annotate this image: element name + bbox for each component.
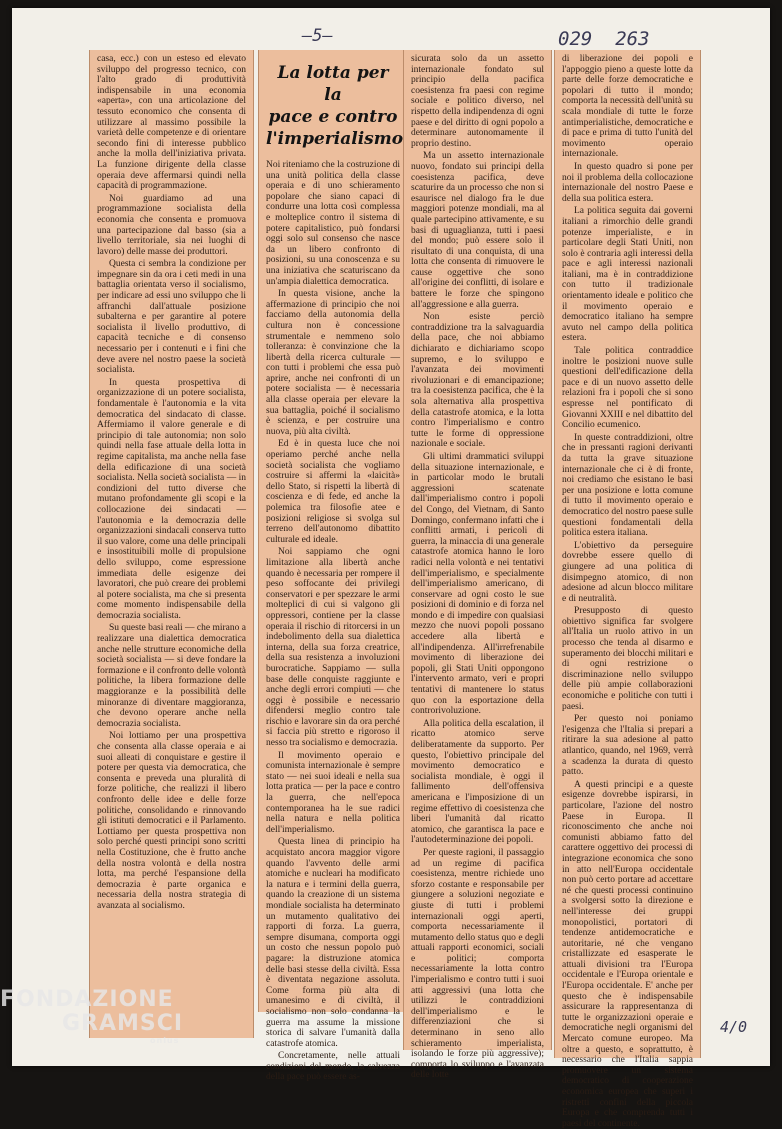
newspaper-column-4 — [554, 50, 701, 1129]
document-sheet — [12, 8, 770, 1129]
column-1-text — [97, 54, 246, 912]
paragraph: In questa visione, anche la affermazione di principio che noi facciamo della autonomia della cultura non è concessione strumentale e nemmeno solo tolleranza: è convinzione che la libertà della ricerca culturale — con tutti i problemi che essa può aprire, anche nei confronti di un potere socialista — è necessaria alla classe operaia per elevare la sua battaglia, poiché il socialismo è scienza, e per costruire una nuova, più alta civiltà. — [266, 289, 400, 437]
article-title — [266, 62, 404, 150]
paragraph: Questa ci sembra la condizione per impegnare sin da ora i ceti medi in una battaglia orientata verso il socialismo, per indicare ad essi uno sviluppo che li affranchi dall'attuale posizione subalterna e per garantire al potere socialista il livello produttivo, di capacità tecniche e di consenso necessario per i contenuti e i fini che deve avere nel nostro paese la società socialista. — [97, 259, 246, 376]
paragraph: Gli ultimi drammatici sviluppi della situazione internazionale, e in particolar modo le brutali aggressioni scatenate dall'imperialismo contro i popoli del Congo, del Vietnam, di Santo Domingo, confermano infatti che i conflitti armati, i pericoli di guerra, la minaccia di una generale catastrofe atomica hanno le loro radici nella volontà e nei tentativi dell'imperialismo, e specialmente dell'imperialismo americano, di conservare ad ogni costo le sue posizioni di dominio e di forza nel mondo e di impedire con qualsiasi mezzo che nuovi popoli possano accedere alla libertà e all'indipendenza. All'irrefrenabile movimento di liberazione dei popoli, gli Stati Uniti oppongono l'intervento armato, veri e propri tentativi di mantenere lo status quo con la esportazione della controrivoluzione. — [411, 451, 544, 717]
paragraph: In questa prospettiva di organizzazione di un potere socialista, fondamentale è l'autonomia e la vita democratica del sindacato di classe. Affermiamo il valore generale e di principio di tale autonomia; non solo quindi nella fase attuale della lotta in regime capitalista, ma anche nella fase della edificazione di una società socialista. Nella società socialista — in condizioni del tutto diverse che mutano profondamente gli scopi e la collocazione dei sindacati — l'autonomia e la democrazia delle organizzazioni sindacali conserva tutto il suo valore, come una delle principali e insostituibili molle di propulsione dello sviluppo, come espressione immediata delle esigenze dei lavoratori, che può creare dei problemi al potere socialista, ma che si presenta come momento indispensabile della democrazia socialista. — [97, 377, 246, 621]
article-title-line-3: l'imperialismo — [266, 129, 404, 149]
paragraph: Ed è in questa luce che noi operiamo perché anche nella società socialista che vogliamo costruire si affermi la «laicità» dello Stato, si rispetti la libertà di coscienza e di fede, ed anche la polemica tra filosofie atee e posizioni religiose si svolga sul terreno dell'autonomo dibattito culturale ed ideale. — [266, 439, 400, 545]
watermark-line-1: FONDAZIONE — [0, 987, 174, 1012]
page-number-annotation: —5— — [302, 26, 333, 46]
paragraph: Noi guardiamo ad una programmazione socialista della economia che consenta e promuova una partecipazione dal basso (sia a livello territoriale, sia nei luoghi di lavoro) delle masse dei produttori. — [97, 193, 246, 257]
paragraph: Noi lottiamo per una prospettiva che consenta alla classe operaia e ai suoi alleati di conquistare e gestire il potere per questa via democratica, che consenta e preveda una pluralità di forze politiche, che realizzi il libero confronto delle idee e delle forze politiche, consolidando e rinnovando gli istituti democratici e il Parlamento. Lottiamo per questa prospettiva non solo perché questi principi sono scritti nella Costituzione, che è frutto anche della nostra volontà e della nostra lotta, ma perché l'espansione della democrazia è parte organica e necessaria della nostra strategia di avanzata al socialismo. — [97, 731, 246, 911]
paragraph: Noi sappiamo che ogni limitazione alla libertà anche quando è necessaria per rompere il peso soffocante dei privilegi conservatori e per spezzare le armi molteplici di cui si valgono gli oppressori, contiene per la classe operaia il rischio di ritorcersi in un indebolimento della sua dialettica interna, della sua forza creatrice, della sua resistenza a involuzioni burocratiche. Sappiamo — sulla base delle conquiste raggiunte e anche degli errori compiuti — che oggi è possibile e necessario difendersi meglio contro tale rischio e lavorare sin da ora perché si faccia più stretto e rigoroso il nesso tra socialismo e democrazia. — [266, 547, 400, 749]
paragraph: Su queste basi reali — che mirano a realizzare una dialettica democratica anche nelle strutture economiche della società socialista — si deve fondare la formazione e il confronto delle volontà politiche, la libera formazione delle maggioranze e la possibilità delle minoranze di diventare maggioranza, che devono operare anche nella democrazia socialista. — [97, 623, 246, 729]
paragraph: Per questo noi poniamo l'esigenza che l'Italia si prepari a ritirare la sua adesione al patto atlantico, quando, nel 1969, verrà a scadenza la durata di questo patto. — [562, 714, 693, 778]
corner-mark-annotation: 4/0 — [720, 1018, 748, 1036]
paragraph: Presupposto di questo obiettivo significa far svolgere all'Italia un ruolo attivo in un processo che tenda al disarmo e superamento dei blocchi militari e di ogni restrizione o discriminazione nello sviluppo delle più ampie collaborazioni economiche e politiche con tutti i paesi. — [562, 606, 693, 712]
paragraph: Ma un assetto internazionale nuovo, fondato sui principi della coesistenza pacifica, deve scaturire da un processo che non si esaurisce nel dialogo fra le due maggiori potenze mondiali, ma al quale partecipino attivamente, e su basi di uguaglianza, tutti i paesi del mondo; può essere solo il risultato di una conquista, di una lotta che consenta di rimuovere le cause oggettive che sono all'origine dei conflitti, di isolare e battere le forze che spingono all'aggressione e alla guerra. — [411, 151, 544, 310]
archive-number-annotation: 029 263 — [558, 28, 650, 50]
paragraph: In questo quadro si pone per noi il problema della collocazione internazionale del nostro Paese e della sua politica estera. — [562, 161, 693, 204]
paragraph: In queste contraddizioni, oltre che in pressanti ragioni derivanti da tutta la grave situazione internazionale che ci è di fronte, noi crediamo che esistano le basi per una posizione e lotta comune di tutto il movimento operaio e democratico del nostro paese sulle questioni fondamentali della politica estera italiana. — [562, 432, 693, 539]
paragraph: casa, ecc.) con un esteso ed elevato sviluppo del progresso tecnico, con l'alto grado di produttività indispensabile in una economia «aperta», con una articolazione del tessuto economico che consenta di utilizzare al massimo possibile la varietà delle competenze e di orientare secondo fini di interesse pubblico anche la molla dell'iniziativa privata. La funzione dirigente della classe operaia deve affermarsi quindi nella capacità di programmazione. — [97, 54, 246, 192]
paragraph: Concretamente, nelle attuali condizioni del mondo, la salvezza della pace può essere as- — [266, 1051, 400, 1083]
paragraph: sicurata solo da un assetto internazionale fondato sul principio della pacifica coesistenza fra paesi con regime sociale e politico diverso, nel rispetto della indipendenza di ogni paese e del diritto di ogni popolo a determinare autonomamente il proprio destino. — [411, 54, 544, 149]
paragraph: Alla politica della escalation, il ricatto atomico serve deliberatamente da supporto. Per questo, l'obiettivo principale del movimento democratico e socialista mondiale, è oggi il fallimento dell'offensiva americana e l'imposizione di un regime effettivo di coesistenza che liberi l'umanità dal ricatto atomico, che garantisca la pace e l'autodeterminazione dei popoli. — [411, 718, 544, 846]
column-2-text — [266, 160, 400, 1083]
paragraph: Questa linea di principio ha acquistato ancora maggior vigore quando l'avvento delle armi atomiche e nucleari ha modificato la natura e i termini della guerra, quando la creazione di un sistema mondiale socialista ha determinato un mutamento qualitativo dei rapporti di forza. La guerra, sempre disumana, comporta oggi un costo che nessun popolo può pagare: la distruzione atomica delle basi stesse della civiltà. Essa è diventata negazione assoluta. Come forma più alta di umanesimo e di civiltà, il socialismo non solo condanna la guerra ma assume la missione storica di salvare l'umanità dalla catastrofe atomica. — [266, 837, 400, 1049]
paragraph: Per queste ragioni, il passaggio ad un regime di pacifica coesistenza, mentre richiede uno sforzo costante e responsabile per giungere a soluzioni negoziate e giuste di tutti i problemi internazionali oggi aperti, comporta necessariamente il mutamento dello status quo e degli attuali rapporti economici, sociali e politici; comporta necessariamente la lotta contro l'imperialismo e contro tutti i suoi atti aggressivi (una lotta che utilizzi le contraddizioni dell'imperialismo e le differenziazioni che si determinano in seno allo schieramento imperialista, isolando le forze più aggressive); comporta lo sviluppo e l'avanzata delle lotte — [411, 847, 544, 1081]
newspaper-column-1 — [89, 50, 254, 1038]
paragraph: Tale politica contraddice inoltre le posizioni nuove sulle questioni dell'edificazione della pace e di un nuovo assetto delle relazioni fra i popoli che si sono espresse nel pontificato di Giovanni XXIII e nel dibattito del Concilio ecumenico. — [562, 346, 693, 431]
archive-watermark — [0, 988, 200, 1045]
column-3-text — [411, 54, 544, 1081]
watermark-line-2: GRAMSCI — [62, 1011, 184, 1036]
paragraph: di liberazione dei popoli e l'appoggio pieno a queste lotte da parte delle forze democratiche e popolari di tutto il mondo; comporta la necessità dell'unità su scala mondiale di tutte le forze antimperialistiche, democratiche e di pace e prima di tutto l'unità del movimento operaio internazionale. — [562, 54, 693, 160]
watermark-line-3: onlus — [150, 1036, 180, 1045]
paragraph: La politica seguita dai governi italiani a rimorchio delle grandi potenze imperialiste, e in particolare degli Stati Uniti, non solo è contraria agli interessi della pace e agli interessi nazionali italiani, ma è in contraddizione con tutto il tradizionale orientamento ideale e politico che il movimento operaio e democratico italiano ha sempre avuto nel campo della politica estera. — [562, 206, 693, 344]
newspaper-column-3 — [403, 50, 552, 1081]
paragraph: L'obiettivo da perseguire dovrebbe essere quello di giungere ad una politica di disimpegno atomico, di non adesione ad alcun blocco militare e di neutralità. — [562, 540, 693, 604]
paragraph: Noi riteniamo che la costruzione di una unità politica della classe operaia e di uno schieramento popolare che siano capaci di condurre una lotta così complessa e molteplice contro il sistema di potere capitalistico, può fondarsi oggi solo sul consenso che nasce da un libero confronto di posizioni, su una conoscenza e su una iniziativa che scaturiscano da un'ampia dialettica democratica. — [266, 160, 400, 287]
paragraph: Il movimento operaio e comunista internazionale è sempre stato — nei suoi ideali e nella sua lotta pratica — per la pace e contro la guerra, che nell'epoca contemporanea ha le sue radici nella natura e nella politica dell'imperialismo. — [266, 750, 400, 835]
column-4-text — [562, 54, 693, 1129]
paragraph: Non esiste perciò contraddizione tra la salvaguardia della pace, che noi abbiamo dichiarato e dichiariamo scopo supremo, e lo sviluppo e l'avanzata dei movimenti rivoluzionari e di emancipazione; tra la coesistenza pacifica, che è la sola alternativa alla prospettiva della catastrofe atomica, e la lotta contro l'imperialismo e contro tutte le forme di oppressione nazionale e sociale. — [411, 312, 544, 450]
newspaper-column-2 — [258, 50, 408, 1083]
article-title-line-2: pace e contro — [268, 107, 398, 127]
paragraph: A questi principi e a queste esigenze dovrebbe ispirarsi, in particolare, l'azione del nostro Paese in Europa. Il riconoscimento che anche noi comunisti abbiamo fatto del carattere oggettivo dei processi di integrazione economica che sono in atto nell'Europa occidentale non può certo portare ad accettare né che questi processi continuino a svolgersi sotto la direzione e nell'interesse dei gruppi monopolistici, portatori di tendenze antidemocratiche e autoritarie, né che vengano cristallizzate ed esasperate le attuali divisioni tra l'Europa occidentale e l'Europa orientale e l'Europa occidentale. E' anche per questo che è indispensabile assicurare la rappresentanza di tutte le organizzazioni operaie e democratiche negli organismi del Mercato comune europeo. Ma oltre a questo, e soprattutto, è necessario che l'Italia sappia promuovere un sistema democratico di cooperazione economica europea che superi i ristretti confini della piccola Europa e che comprenda tutti i paesi del continente. — [562, 779, 693, 1129]
article-title-line-1: La lotta per la — [277, 63, 389, 105]
